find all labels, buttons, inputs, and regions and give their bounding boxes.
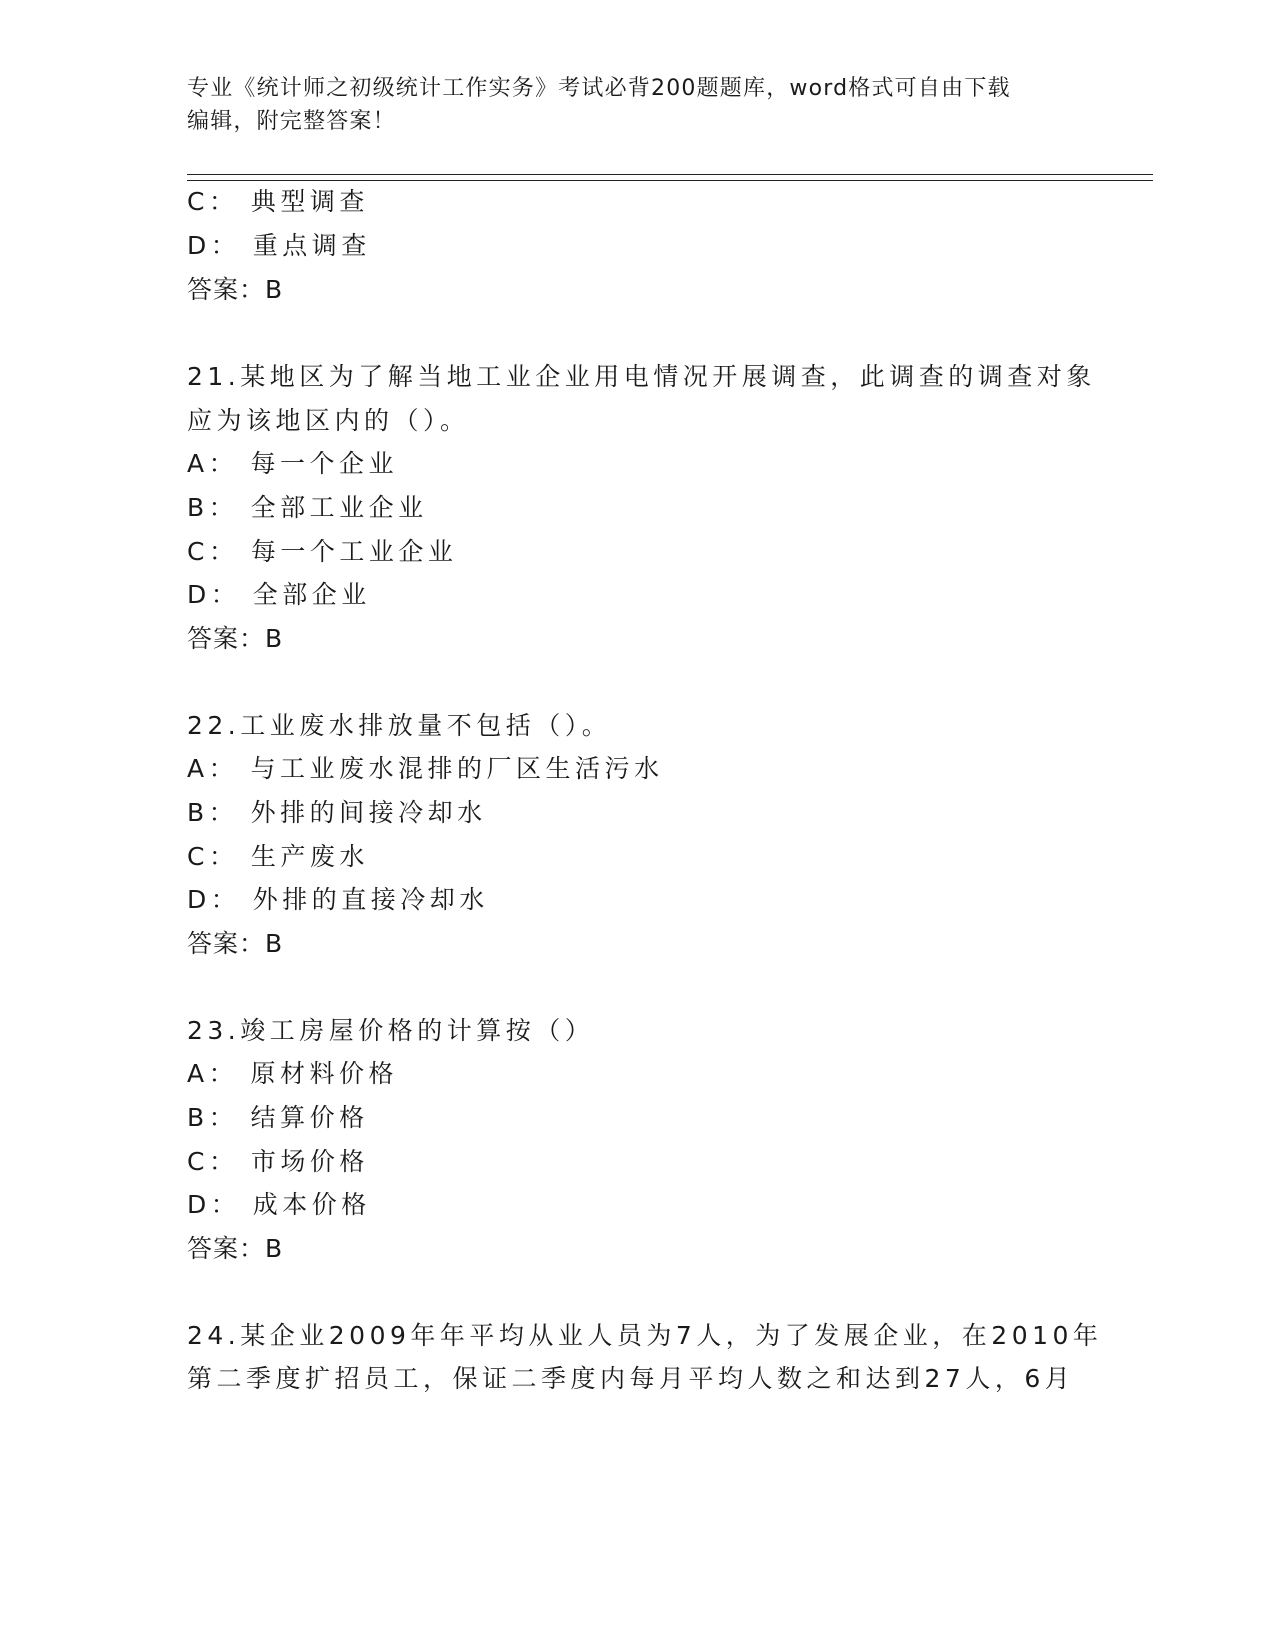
question-21-stem-line-2: 应为该地区内的（）。 [187,406,470,435]
question-23-answer: 答案：B [187,1234,284,1263]
question-23-option-a: A： 原材料价格 [187,1059,399,1088]
question-22-option-c: C： 生产废水 [187,842,369,871]
question-21-option-d: D： 全部企业 [187,580,371,609]
question-24-stem-line-2: 第二季度扩招员工，保证二季度内每月平均人数之和达到27人，6月 [187,1364,1075,1393]
question-21-answer: 答案：B [187,624,284,653]
question-22-stem-line-1: 22.工业废水排放量不包括（）。 [187,711,612,740]
prev-question-answer: 答案：B [187,275,284,304]
question-21-option-a: A： 每一个企业 [187,449,399,478]
header-divider-bottom [187,180,1153,181]
question-23-option-b: B： 结算价格 [187,1103,369,1132]
question-22-option-b: B： 外排的间接冷却水 [187,798,487,827]
question-23-option-c: C： 市场价格 [187,1147,369,1176]
question-22-option-d: D： 外排的直接冷却水 [187,885,489,914]
question-21-option-b: B： 全部工业企业 [187,493,428,522]
header-line-2: 编辑，附完整答案！ [187,109,396,134]
question-22-answer: 答案：B [187,929,284,958]
question-23-stem-line-1: 23.竣工房屋价格的计算按（） [187,1016,595,1045]
question-23-option-d: D： 成本价格 [187,1190,371,1219]
question-24-stem-line-1: 24.某企业2009年年平均从业人员为7人，为了发展企业，在2010年 [187,1321,1103,1350]
prev-question-option-d: D： 重点调查 [187,231,371,260]
question-21-stem-line-1: 21.某地区为了解当地工业企业用电情况开展调查，此调查的调查对象 [187,362,1096,391]
header-divider-top [187,174,1153,175]
prev-question-option-c: C： 典型调查 [187,187,369,216]
question-21-option-c: C： 每一个工业企业 [187,537,458,566]
header-line-1: 专业《统计师之初级统计工作实务》考试必背200题题库，word格式可自由下载 [187,76,1011,101]
question-22-option-a: A： 与工业废水混排的厂区生活污水 [187,754,664,783]
document-header [187,72,1067,138]
